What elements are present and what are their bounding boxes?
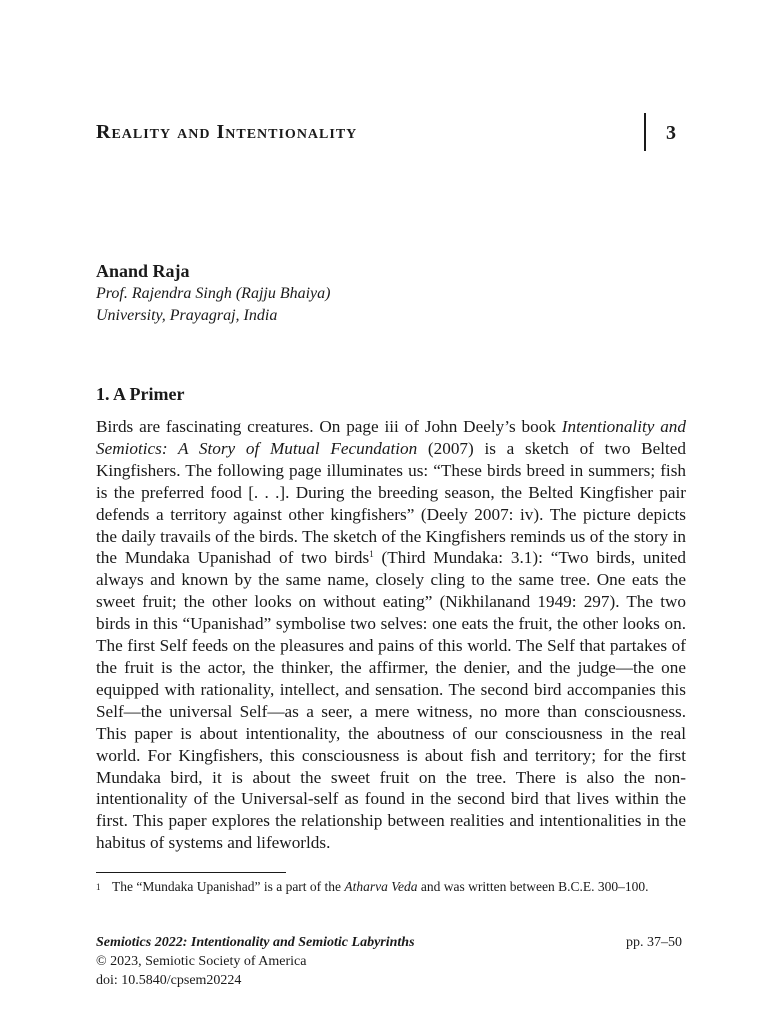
footnote-number: 1 bbox=[96, 882, 101, 892]
footnote bbox=[96, 878, 686, 896]
footnote-reference[interactable]: 1 bbox=[369, 549, 374, 560]
footnote-text-part: and was written between B.C.E. 300–100. bbox=[417, 879, 649, 894]
paragraph-text: Birds are fascinating creatures. On page iii of John Deely’s book bbox=[96, 417, 562, 436]
author-name: Anand Raja bbox=[96, 261, 190, 281]
section-heading: 1. A Primer bbox=[96, 384, 185, 404]
author-affiliation-line1: Prof. Rajendra Singh (Rajju Bhaiya) bbox=[96, 285, 331, 302]
doi-link[interactable]: doi: 10.5840/cpsem20224 bbox=[96, 973, 242, 988]
footnote-italic-title: Atharva Veda bbox=[344, 879, 418, 894]
footnote-text bbox=[112, 878, 686, 896]
header-divider bbox=[644, 113, 646, 151]
page-header bbox=[96, 113, 686, 153]
running-title: Reality and Intentionality bbox=[96, 121, 358, 143]
paragraph-text: (2007) is a sketch of two Belted Kingfishers. The following page illuminates us: “These birds breed in summers; fish is the preferred food [. . .]. During the breeding season, the Belted Kingfisher pair defends a territory against other kingfishers” (Deely 2007: iv). The picture depicts the daily travails of the birds. The sketch of the Kingfishers reminds us of the story in the Mundaka Upanishad of two birds bbox=[96, 438, 687, 568]
page-number: 3 bbox=[666, 122, 676, 144]
journal-row bbox=[96, 933, 686, 952]
book-title: Intentionality and Semiotics: A Story of Mutual Fecundation bbox=[96, 417, 686, 458]
paragraph bbox=[96, 416, 686, 854]
page-footer bbox=[96, 933, 686, 990]
author-block bbox=[96, 259, 686, 327]
author-affiliation-line2: University, Prayagraj, India bbox=[96, 307, 278, 324]
copyright-line: © 2023, Semiotic Society of America bbox=[96, 954, 307, 969]
footnote-divider bbox=[96, 872, 286, 873]
journal-title: Semiotics 2022: Intentionality and Semiotic Labyrinths bbox=[96, 935, 415, 950]
paragraph-text: (Third Mundaka: 3.1): “Two birds, united always and known by the same name, closely cling to the same tree. One eats the sweet fruit; the other looks on without eating” (Nikhilanand 1949: 297). The two birds in this “Upanishad” symbolise two selves: one eats the fruit, the other looks on. The first Self feeds on the pleasures and pains of this world. The Self that partakes of the fruit is the actor, the thinker, the affirmer, the denier, and the judge—the one equipped with rationality, intellect, and sensation. The second bird accompanies this Self—the universal Self—as a seer, a mere witness, no more than consciousness. This paper is about intentionality, the aboutness of our consciousness in the real world. For Kingfishers, this consciousness is about fish and territory; for the first Mundaka bird, it is about the sweet fruit on the tree. There is also the non-intentionality of the Universal-self as found in the second bird that lives within the first. This paper explores the relationship between realities and intentionalities in the habitus of systems and lifeworlds. bbox=[96, 548, 686, 853]
body-text bbox=[96, 416, 686, 854]
page-range: pp. 37–50 bbox=[626, 935, 682, 950]
footnote-text-part: The “Mundaka Upanishad” is a part of the bbox=[112, 879, 345, 894]
